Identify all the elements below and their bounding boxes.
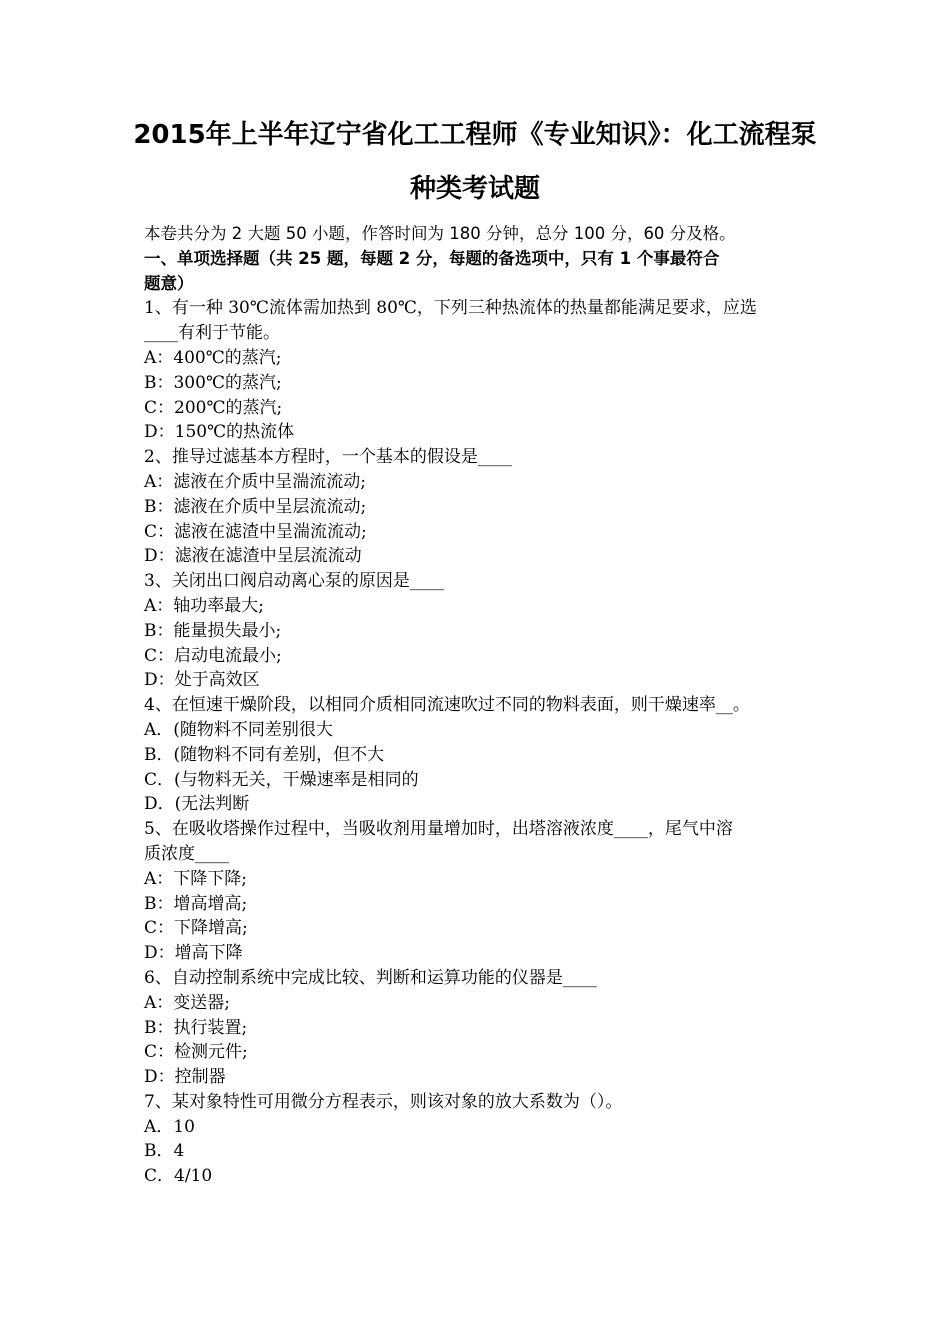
answer-option: A：400℃的蒸汽; [144, 347, 282, 368]
answer-option: D：处于高效区 [144, 670, 260, 691]
answer-option: C：检测元件; [144, 1042, 248, 1063]
answer-option: D：控制器 [144, 1067, 226, 1088]
answer-option: B．4 [144, 1141, 185, 1162]
question-2 [144, 445, 809, 569]
question-5 [144, 817, 809, 966]
question-stem: 1、有一种 30℃流体需加热到 80℃，下列三种热流体的热量都能满足要求，应选 [144, 298, 757, 319]
answer-option: A：下降下降; [144, 868, 248, 889]
question-4 [144, 693, 809, 817]
exam-intro: 本卷共分为 2 大题 50 小题，作答时间为 180 分钟，总分 100 分，60 分及格。 [144, 224, 736, 243]
section-heading-line-2: 题意） [144, 273, 194, 293]
question-6 [144, 966, 809, 1090]
answer-option: D：增高下降 [144, 943, 243, 964]
answer-option: B．(随物料不同有差别，但不大 [144, 744, 385, 765]
question-stem: ____有利于节能。 [144, 323, 280, 344]
question-stem: 7、某对象特性可用微分方程表示，则该对象的放大系数为（）。 [144, 1091, 623, 1112]
question-1 [144, 296, 809, 445]
question-stem: 5、在吸收塔操作过程中，当吸收剂用量增加时，出塔溶液浓度____，尾气中溶 [144, 819, 733, 840]
document-body [144, 222, 809, 1189]
answer-option: A：变送器; [144, 992, 231, 1013]
answer-option: A：滤液在介质中呈湍流流动; [144, 471, 367, 492]
answer-option: B：滤液在介质中呈层流流动; [144, 496, 367, 517]
answer-option: C．4/10 [144, 1166, 213, 1187]
answer-option: B：300℃的蒸汽; [144, 372, 282, 393]
document-title-line-2: 种类考试题 [409, 174, 540, 204]
question-list [144, 296, 809, 1189]
answer-option: B：能量损失最小; [144, 620, 282, 641]
question-7 [144, 1090, 809, 1189]
answer-option: B：执行装置; [144, 1017, 248, 1038]
answer-option: D：滤液在滤渣中呈层流流动 [144, 546, 362, 567]
answer-option: C：下降增高; [144, 918, 248, 939]
answer-option: D：150℃的热流体 [144, 422, 295, 443]
answer-option: A．(随物料不同差别很大 [144, 719, 333, 740]
answer-option: D．(无法判断 [144, 794, 250, 815]
answer-option: C：启动电流最小; [144, 645, 282, 666]
section-heading-line-1: 一、单项选择题（共 25 题，每题 2 分，每题的备选项中，只有 1 个事最符合 [144, 248, 720, 268]
answer-option: B：增高增高; [144, 893, 248, 914]
question-stem: 2、推导过滤基本方程时，一个基本的假设是____ [144, 447, 512, 468]
question-stem: 6、自动控制系统中完成比较、判断和运算功能的仪器是____ [144, 967, 597, 988]
question-stem: 4、在恒速干燥阶段，以相同介质相同流速吹过不同的物料表面，则干燥速率__。 [144, 695, 750, 716]
answer-option: A：轴功率最大; [144, 595, 265, 616]
answer-option: C：200℃的蒸汽; [144, 397, 283, 418]
question-3 [144, 569, 809, 693]
answer-option: A．10 [144, 1116, 195, 1137]
question-stem: 3、关闭出口阀启动离心泵的原因是____ [144, 571, 444, 592]
question-stem: 质浓度____ [144, 843, 229, 864]
document-title-line-1: 2015年上半年辽宁省化工工程师《专业知识》：化工流程泵 [133, 120, 817, 150]
answer-option: C：滤液在滤渣中呈湍流流动; [144, 521, 367, 542]
answer-option: C．(与物料无关，干燥速率是相同的 [144, 769, 419, 790]
